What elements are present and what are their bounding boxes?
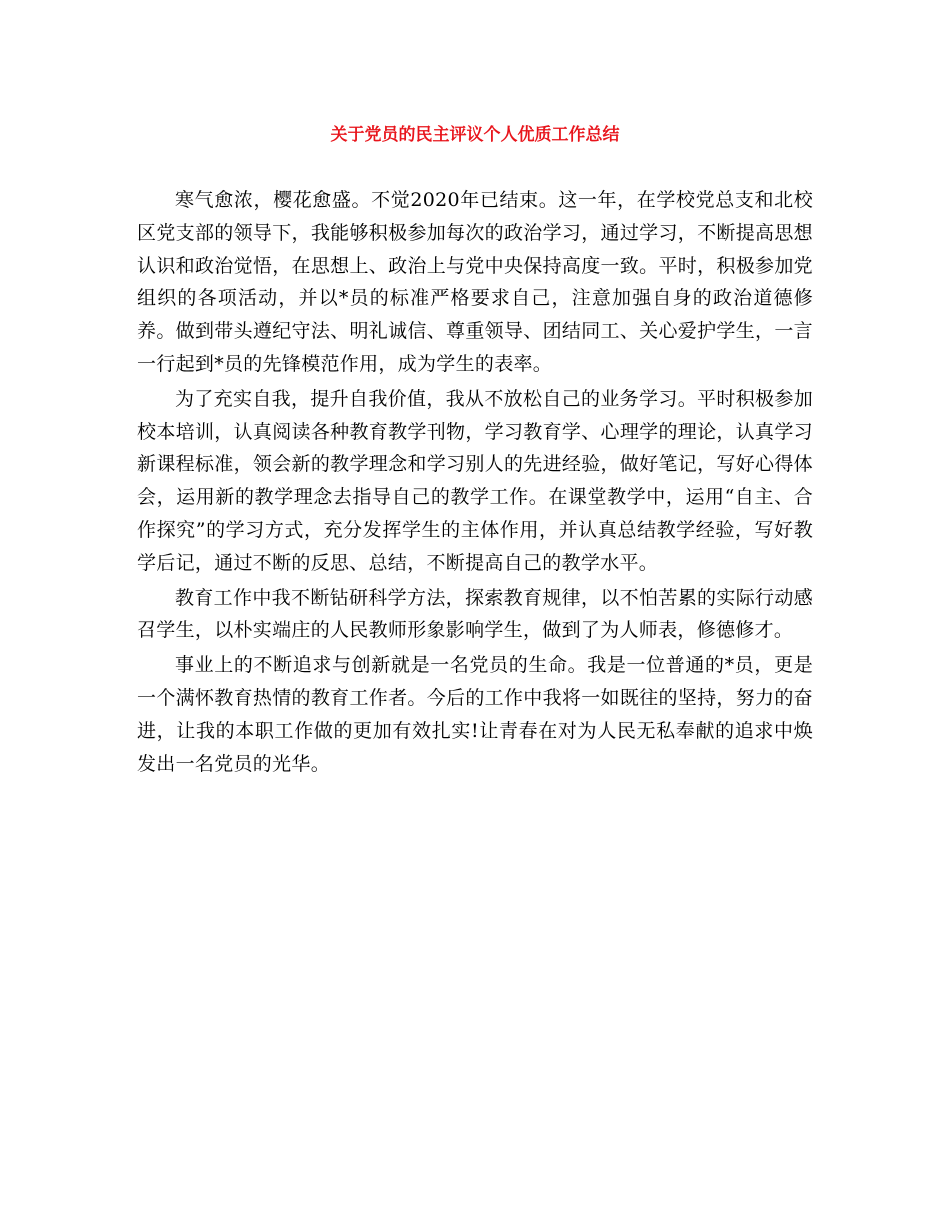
paragraph-1: 寒气愈浓，樱花愈盛。不觉2020年已结束。这一年，在学校党总支和北校区党支部的领导下，我能够积极参加每次的政治学习，通过学习，不断提高思想认识和政治觉悟，在思想上、政治上与党中央保持高度一致。平时，积极参加党组织的各项活动，并以*员的标准严格要求自己，注意加强自身的政治道德修养。做到带头遵纪守法、明礼诚信、尊重领导、团结同工、关心爱护学生，一言一行起到*员的先锋模范作用，成为学生的表率。 xyxy=(137,189,813,375)
paragraph-2: 为了充实自我，提升自我价值，我从不放松自己的业务学习。平时积极参加校本培训，认真阅读各种教育教学刊物，学习教育学、心理学的理论，认真学习新课程标准，领会新的教学理念和学习别人的先进经验，做好笔记，写好心得体会，运用新的教学理念去指导自己的教学工作。在课堂教学中，运用“自主、合作探究”的学习方式，充分发挥学生的主体作用，并认真总结教学经验，写好教学后记，通过不断的反思、总结，不断提高自己的教学水平。 xyxy=(137,387,813,574)
paragraph-3: 教育工作中我不断钻研科学方法，探索教育规律，以不怕苦累的实际行动感召学生，以朴实端庄的人民教师形象影响学生，做到了为人师表，修德修才。 xyxy=(137,586,813,642)
document-title: 关于党员的民主评议个人优质工作总结 xyxy=(330,125,620,145)
paragraph-4: 事业上的不断追求与创新就是一名党员的生命。我是一位普通的*员，更是一个满怀教育热情的教育工作者。今后的工作中我将一如既往的坚持，努力的奋进，让我的本职工作做的更加有效扎实!让青春在对为人民无私奉献的追求中焕发出一名党员的光华。 xyxy=(137,654,813,775)
document-body xyxy=(137,184,813,782)
